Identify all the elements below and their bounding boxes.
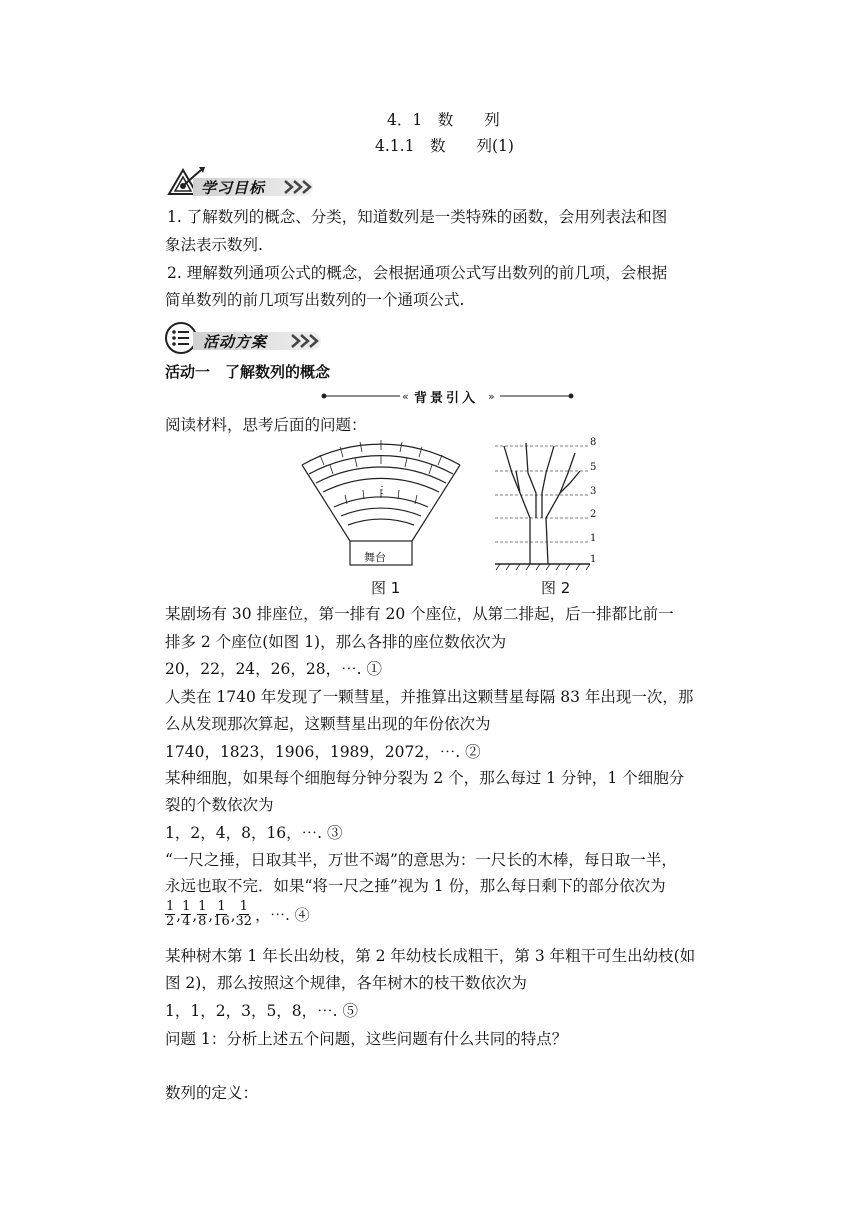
tree-level-label: 1: [590, 554, 597, 565]
figure2-tree-diagram: [490, 438, 605, 573]
tree-level-label: 8: [590, 437, 597, 448]
svg-text:⋮: ⋮: [377, 485, 387, 496]
paragraph-3-line1: 某种细胞，如果每个细胞每分钟分裂为 2 个，那么每过 1 分钟，1 个细胞分: [165, 769, 685, 787]
paragraph-2-line2: 么从发现那次算起，这颗彗星出现的年份依次为: [165, 715, 491, 733]
objectives-banner-label: 学习目标: [201, 179, 266, 197]
objective-2-line2: 简单数列的前几项写出数列的一个通项公式.: [165, 291, 465, 309]
fraction: $\frac{1}{4}$: [182, 899, 191, 929]
activity-title: 活动一 了解数列的概念: [165, 363, 331, 381]
tree-level-label: 5: [590, 462, 597, 473]
sequence-1: 20，22，24，26，28，⋯. ①: [165, 660, 382, 678]
figure2-caption: 图 2: [541, 579, 571, 597]
question-1: 问题 1：分析上述五个问题，这些问题有什么共同的特点？: [165, 1030, 568, 1048]
objective-2-line1: 2. 理解数列通项公式的概念，会根据通项公式写出数列的前几项，会根据: [167, 264, 668, 282]
reading-prompt: 阅读材料，思考后面的问题：: [165, 416, 367, 434]
fraction: $\frac{1}{32}$: [235, 899, 253, 929]
objectives-banner: [163, 164, 323, 200]
chevrons-icon: [281, 178, 321, 196]
paragraph-1-line2: 排多 2 个座位(如图 1)，那么各排的座位数依次为: [165, 633, 507, 651]
sequence-2: 1740，1823，1906，1989，2072，⋯. ②: [165, 743, 481, 761]
fraction: $\frac{1}{16}$: [213, 899, 230, 929]
tree-level-label: 2: [590, 509, 597, 520]
objective-1-line1: 1. 了解数列的概念、分类，知道数列是一类特殊的函数，会用列表法和图: [167, 208, 668, 226]
svg-text:»: »: [488, 390, 495, 403]
paragraph-4-line2: 永远也取不完．如果“将一尺之捶”视为 1 份，那么每日剩下的部分依次为: [165, 877, 666, 895]
intro-tag: 背景引入: [414, 391, 479, 406]
stage-label: 舞台: [364, 551, 386, 564]
tree-level-label: 3: [590, 486, 597, 497]
definition-label: 数列的定义：: [165, 1084, 259, 1102]
intro-divider: [320, 386, 575, 406]
svg-text:«: «: [402, 390, 409, 403]
sequence-4: $\frac{1}{2}$ , $\frac{1}{4}$ , $\frac{1}{8}$ , $\frac{1}{16}$ , $\frac{1}{32}$ ，⋯. ④: [166, 899, 310, 929]
activity-banner: [163, 320, 333, 356]
objective-1-line2: 象法表示数列.: [165, 236, 263, 254]
tree-level-label: 1: [590, 533, 597, 544]
figure1-caption: 图 1: [371, 579, 401, 597]
paragraph-1-line1: 某剧场有 30 排座位，第一排有 20 个座位，从第二排起，后一排都比前一: [165, 605, 674, 623]
paragraph-3-line2: 裂的个数依次为: [165, 796, 274, 814]
fraction: $\frac{1}{2}$: [166, 899, 175, 929]
sequence-5: 1，1，2，3，5，8，⋯. ⑤: [165, 1002, 359, 1020]
activity-banner-label: 活动方案: [203, 333, 268, 351]
paragraph-4-line1: “一尺之捶，日取其半，万世不竭”的意思为：一尺长的木棒，每日取一半，: [165, 851, 677, 869]
chevrons-icon: [288, 332, 328, 350]
subsection-title: 4.1.1 数 列(1): [375, 137, 514, 155]
section-title: 4．1 数 列: [387, 111, 500, 129]
sequence-4-tail: ，⋯. ④: [255, 906, 310, 924]
fraction: $\frac{1}{8}$: [198, 899, 207, 929]
paragraph-5-line2: 图 2)，那么按照这个规律，各年树木的枝干数依次为: [165, 974, 527, 992]
paragraph-2-line1: 人类在 1740 年发现了一颗彗星，并推算出这颗彗星每隔 83 年出现一次，那: [165, 688, 694, 706]
sequence-3: 1，2，4，8，16，⋯. ③: [165, 824, 343, 842]
paragraph-5-line1: 某种树木第 1 年长出幼枝，第 2 年幼枝长成粗干，第 3 年粗干可生出幼枝(如: [165, 947, 696, 965]
